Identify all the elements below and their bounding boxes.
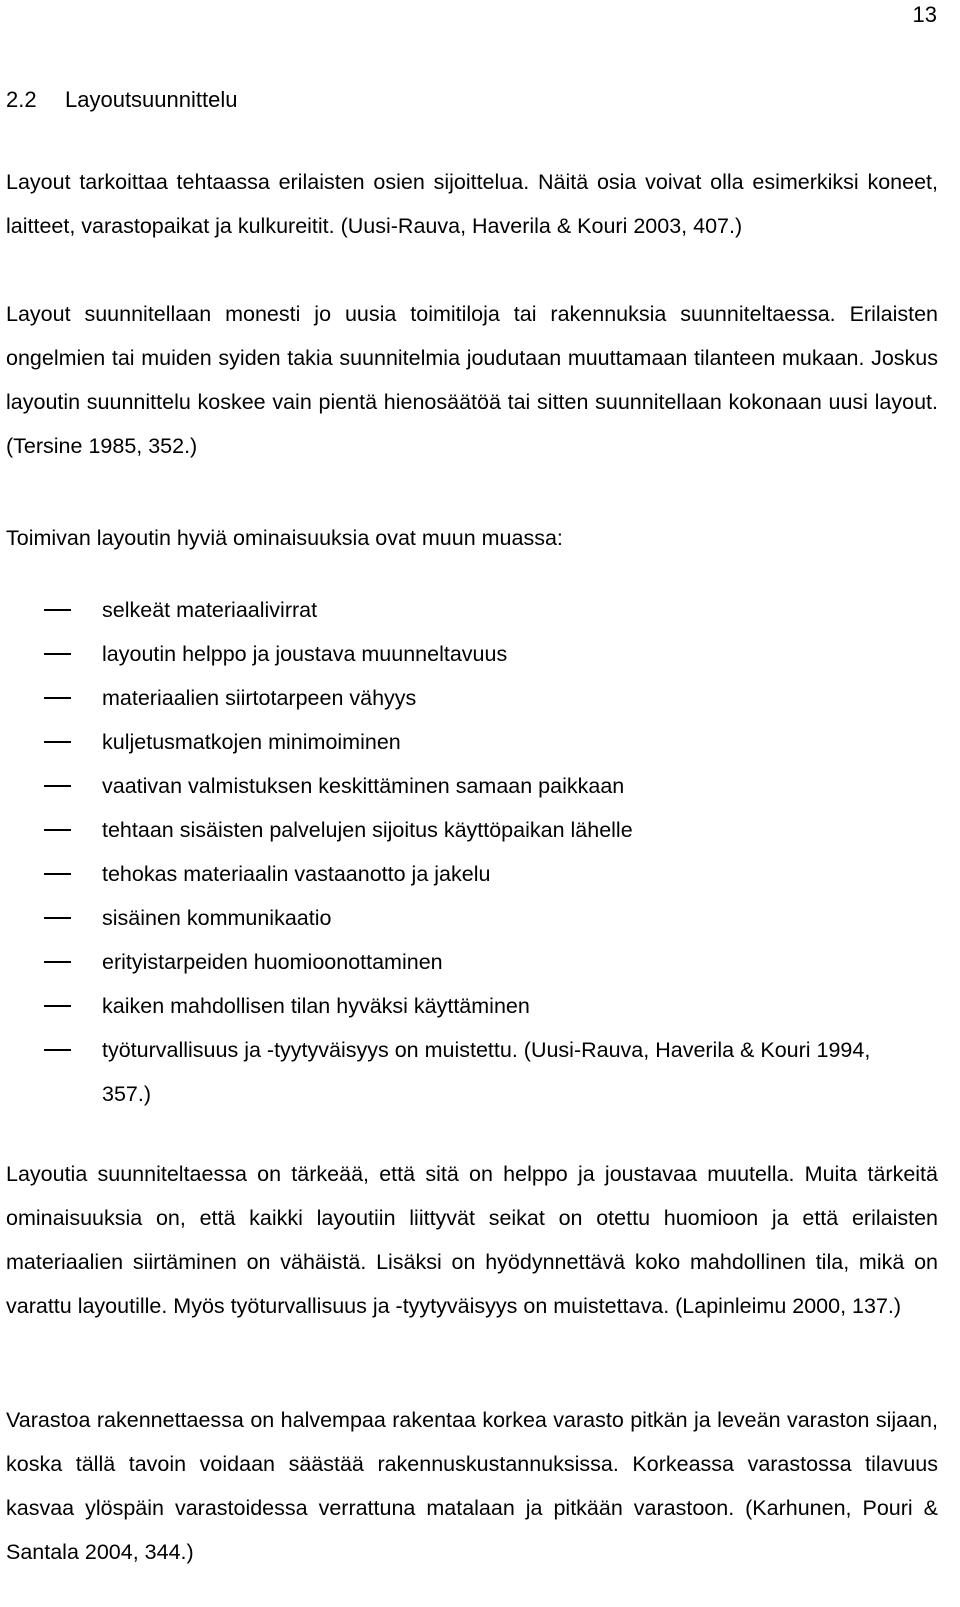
- section-title: Layoutsuunnittelu: [65, 87, 238, 112]
- list-item-text: selkeät materiaalivirrat: [102, 598, 318, 622]
- list-item-text: erityistarpeiden huomioonottaminen: [102, 950, 443, 974]
- paragraph-warehouse: Varastoa rakennettaessa on halvempaa rakentaa korkea varasto pitkän ja leveän varaston sijaan, koska tällä tavoin voidaan säästää rakennuskustannuksissa. Korkeassa varastossa tilavuus kasvaa ylöspäin varastoidessa verrattuna matalaan ja pitkään varastoon. (Karhunen, Pouri & Santala 2004, 344.): [6, 1408, 938, 1564]
- list-item-text: vaativan valmistuksen keskittäminen samaan paikkaan: [102, 774, 625, 798]
- dash-bullet-icon: [44, 1005, 71, 1007]
- list-item: [6, 676, 938, 720]
- list-item-text: layoutin helppo ja joustava muunneltavuus: [102, 642, 508, 666]
- dash-bullet-icon: [44, 873, 71, 875]
- list-item: [6, 940, 938, 984]
- paragraph-layout-definition: Layout tarkoittaa tehtaassa erilaisten osien sijoittelua. Näitä osia voivat olla esimerkiksi koneet, laitteet, varastopaikat ja kulkureitit. (Uusi-Rauva, Haverila & Kouri 2003, 407.): [6, 170, 938, 238]
- list-item-text: tehtaan sisäisten palvelujen sijoitus käyttöpaikan lähelle: [102, 818, 633, 842]
- list-item-text: sisäinen kommunikaatio: [102, 906, 332, 930]
- list-item: [6, 588, 938, 632]
- list-item: [6, 984, 938, 1028]
- list-item: [6, 808, 938, 852]
- section-number: 2.2: [6, 87, 37, 112]
- list-item: [6, 852, 938, 896]
- paragraph-layout-requirements: Layoutia suunniteltaessa on tärkeää, että sitä on helppo ja joustavaa muutella. Muita tärkeitä ominaisuuksia on, että kaikki layoutiin liittyvät seikat on otettu huomioon ja että erilaisten materiaalien siirtäminen on vähäistä. Lisäksi on hyödynnettävä koko mahdollinen tila, mikä on varattu layoutille. Myös työturvallisuus ja -tyytyväisyys on muistettava. (Lapinleimu 2000, 137.): [6, 1162, 938, 1318]
- paragraph-layout-planning: Layout suunnitellaan monesti jo uusia toimitiloja tai rakennuksia suunniteltaessa. Erilaisten ongelmien tai muiden syiden takia suunnitelmia joudutaan muuttamaan tilanteen mukaan. Joskus layoutin suunnittelu koskee vain pientä hienosäätöä tai sitten suunnitellaan kokonaan uusi layout. (Tersine 1985, 352.): [6, 302, 938, 458]
- list-item-text: tehokas materiaalin vastaanotto ja jakelu: [102, 862, 491, 886]
- list-item-text: kuljetusmatkojen minimoiminen: [102, 730, 401, 754]
- list-item-text: työturvallisuus ja -tyytyväisyys on muistettu. (Uusi-Rauva, Haverila & Kouri 1994, 357.): [102, 1038, 871, 1106]
- dash-bullet-icon: [44, 917, 71, 919]
- dash-bullet-icon: [44, 741, 71, 743]
- page-number: 13: [912, 2, 937, 27]
- list-item: [6, 1028, 938, 1116]
- list-item: [6, 720, 938, 764]
- dash-bullet-icon: [44, 697, 71, 699]
- dash-bullet-icon: [44, 829, 71, 831]
- dash-bullet-icon: [44, 609, 71, 611]
- list-item-text: kaiken mahdollisen tilan hyväksi käyttäminen: [102, 994, 530, 1018]
- dash-bullet-icon: [44, 653, 71, 655]
- dash-bullet-icon: [44, 961, 71, 963]
- dash-bullet-icon: [44, 1049, 71, 1051]
- section-heading: [6, 84, 237, 116]
- list-item: [6, 632, 938, 676]
- list-item: [6, 764, 938, 808]
- dash-bullet-icon: [44, 785, 71, 787]
- paragraph-list-intro: Toimivan layoutin hyviä ominaisuuksia ovat muun muassa:: [6, 526, 563, 550]
- good-layout-properties-list: [6, 588, 938, 1116]
- list-item-text: materiaalien siirtotarpeen vähyys: [102, 686, 417, 710]
- list-item: [6, 896, 938, 940]
